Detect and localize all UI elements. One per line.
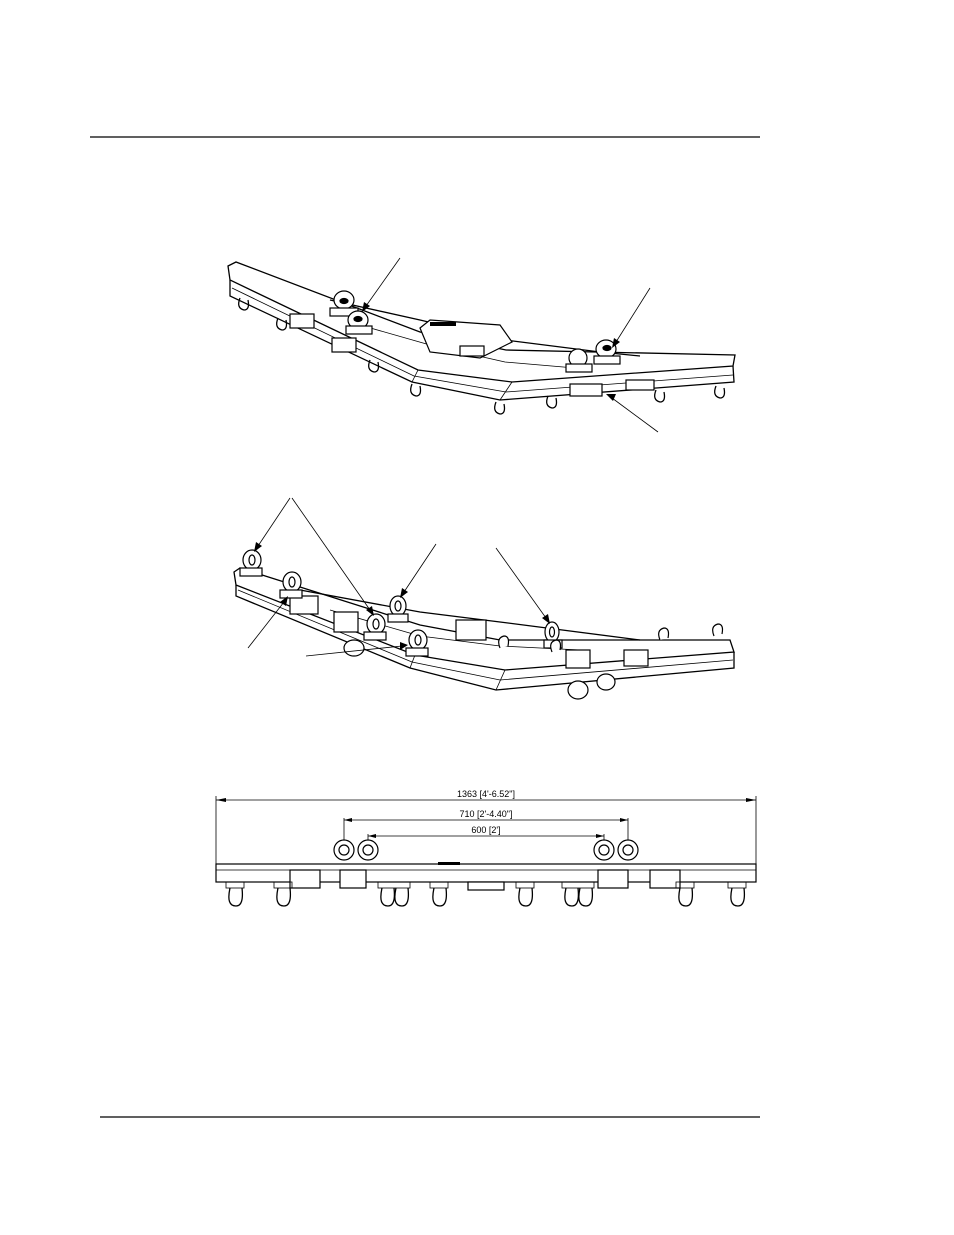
dim-overall-label: 1363 [4'-6.52"] [457,789,515,799]
bumper-view-inverted [234,498,734,699]
bumper-view-upright [228,258,735,432]
dim-outer-pickup-label: 710 [2'-4.40"] [459,809,513,819]
dim-inner-pickup-label: 600 [2'] [471,825,501,835]
